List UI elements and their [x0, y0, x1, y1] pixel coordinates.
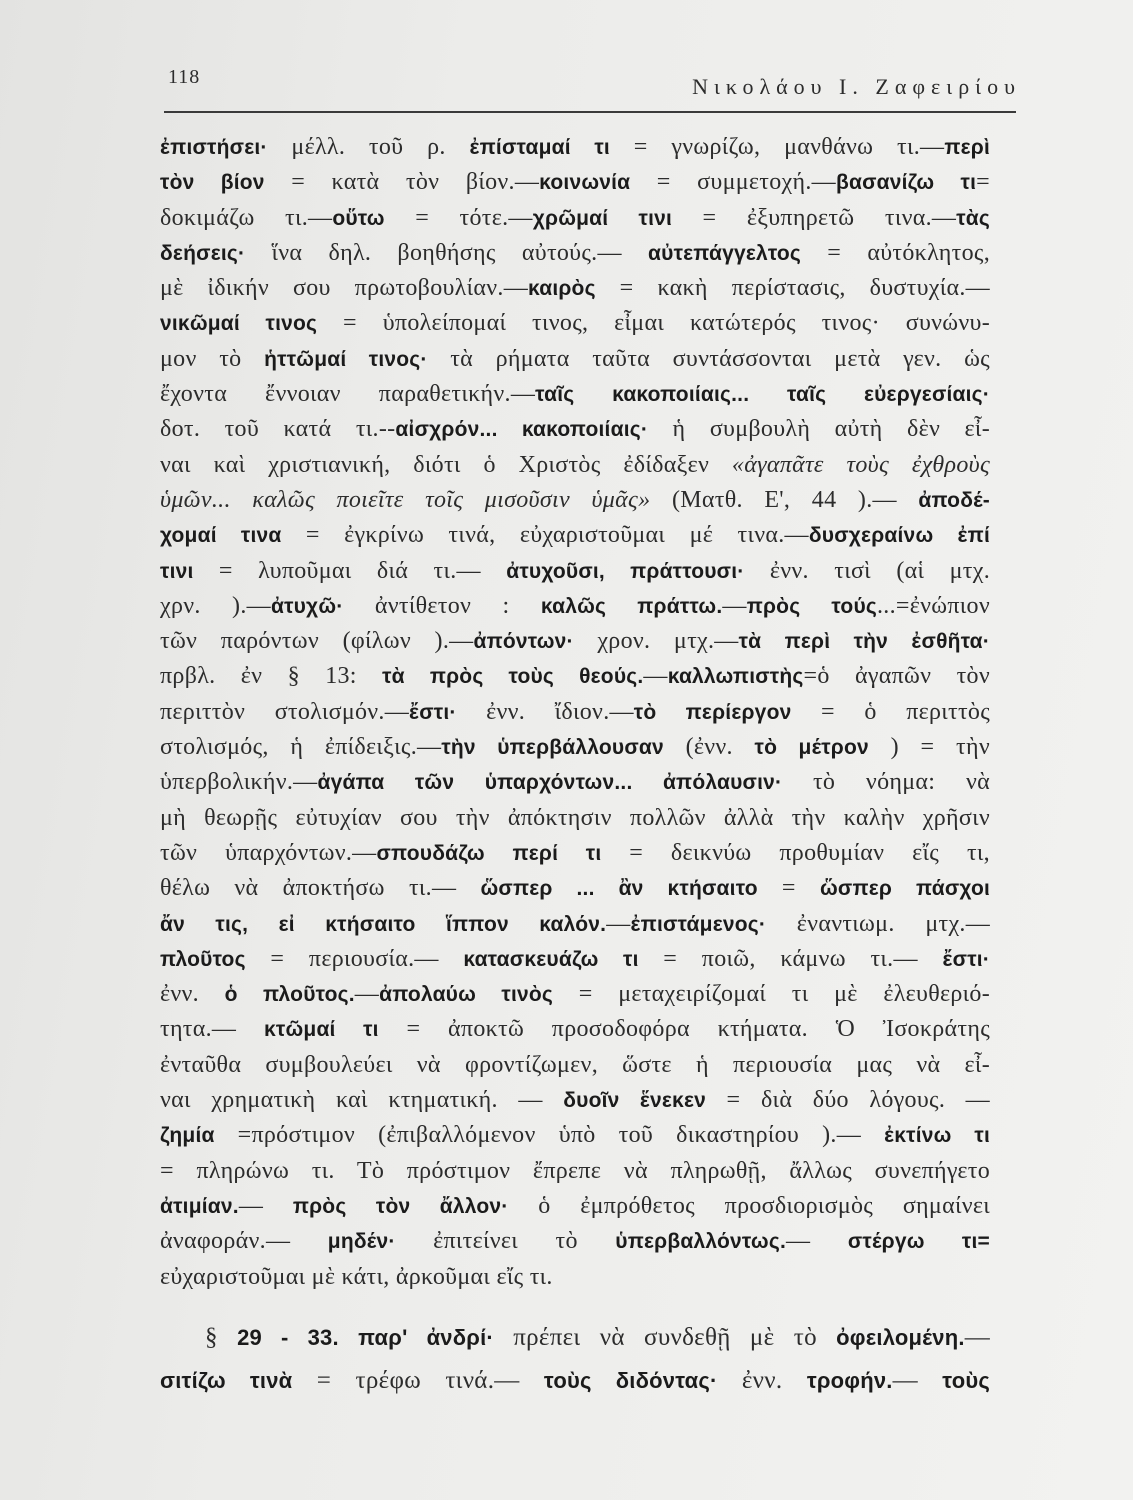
text-run: = συμμετοχή.—	[630, 169, 836, 196]
text-line	[160, 836, 990, 871]
bold-term: χομαί τινα	[160, 524, 282, 548]
text-line	[160, 624, 990, 659]
text-line	[160, 1154, 990, 1189]
text-run: περιττὸν στολισμόν.—	[160, 698, 410, 725]
bold-term: ἀπολαύω τινὸς	[379, 983, 554, 1007]
text-run: ὑπερβολικήν.—	[160, 769, 318, 796]
bold-term: τὸν βίον	[160, 171, 265, 195]
bold-term: μηδέν·	[327, 1230, 396, 1254]
bold-term: κοινωνία	[539, 171, 631, 195]
text-run: τῶν ὑπαρχόντων.—	[160, 839, 377, 866]
italic-quote: ὑμῶν... καλῶς ποιεῖτε τοῖς μισοῦσιν ὑμᾶς»	[160, 486, 651, 513]
bold-term: ὁ πλοῦτος.	[224, 983, 355, 1007]
bold-term: ἀγάπα τῶν ὑπαρχόντων... ἀπόλαυσιν·	[317, 771, 783, 795]
bold-term: ὥσπερ πάσχοι	[819, 877, 991, 901]
text-run: = ἐξυπηρετῶ τινα.—	[672, 204, 957, 231]
text-line	[160, 201, 990, 236]
header-rule	[164, 111, 1016, 113]
bold-term: τὰ πρὸς τοὺς θεούς.	[382, 665, 644, 689]
bold-term: τοὺς διδόντας·	[543, 1367, 718, 1393]
text-line	[160, 659, 990, 694]
bold-term: τὸ μέτρον	[754, 736, 869, 760]
bold-term: τὰ περὶ τὴν ἐσθῆτα·	[738, 630, 990, 654]
text-line	[160, 1012, 990, 1047]
bold-term: ἔστι·	[942, 947, 991, 971]
bold-term: αἰσχρόν... κακοποιίαις·	[395, 418, 649, 442]
text-line	[160, 907, 990, 942]
text-line	[160, 730, 990, 765]
bold-term: ἐκτίνω τι	[884, 1124, 990, 1148]
bold-term: ἀποδέ-	[918, 488, 990, 512]
bold-term: τὸ περίεργον	[633, 700, 792, 724]
text-line	[160, 1118, 990, 1153]
text-line	[160, 412, 990, 447]
bold-term: παρ' ἀνδρί·	[358, 1324, 494, 1350]
bold-term: τροφήν.	[806, 1367, 893, 1393]
text-run: = τότε.—	[384, 204, 533, 231]
page-number: 118	[168, 66, 201, 88]
text-line	[160, 1189, 990, 1224]
text-run: ναι καὶ χριστιανική, διότι ὁ Χριστὸς ἐδίδαξεν	[160, 451, 732, 478]
bold-term: ἄν τις, εἰ κτήσαιτο ἵππον καλόν.	[160, 912, 607, 936]
text-run: δοτ. τοῦ κατά τι.--	[160, 416, 396, 443]
bold-term: νικῶμαί τινος	[160, 312, 318, 336]
text-line	[160, 1359, 990, 1402]
text-line	[160, 554, 990, 589]
text-run: ἔχοντα ἔννοιαν παραθετικήν.—	[160, 381, 536, 408]
text-run: (Ματθ. Ε', 44 ).—	[650, 486, 919, 513]
paragraph	[160, 130, 990, 1295]
text-run: = τρέφω τινά.—	[292, 1366, 544, 1394]
bold-term: σπουδάζω περί τι	[376, 841, 602, 865]
bold-term: ἐπιστήσει·	[160, 136, 268, 159]
text-line	[160, 165, 990, 200]
bold-term: οὕτω	[332, 206, 385, 230]
text-line	[160, 1048, 990, 1083]
text-run: ἡ συμβουλὴ αὐτὴ δὲν εἶ-	[648, 416, 990, 443]
bold-term: ταῖς κακοποιίαις... ταῖς εὐεργεσίαις·	[535, 383, 990, 407]
text-run: =	[976, 169, 990, 196]
text-run: = πληρώνω τι. Τὸ πρόστιμον ἔπρεπε νὰ πληρωθῇ, ἄλλως συνεπήγετο	[160, 1157, 990, 1184]
text-line	[160, 1316, 990, 1359]
text-run: = κακὴ περίστασις, δυστυχία.—	[595, 275, 990, 302]
text-run: ἐνν. τισὶ (αἱ μτχ.	[744, 557, 991, 584]
bold-term: ἐπιστάμενος·	[630, 912, 767, 936]
text-run: τὸ νόημα: νὰ	[782, 769, 991, 796]
bold-term: τὴν ὑπερβάλλουσαν	[441, 736, 664, 760]
text-run: πρβλ. ἐν § 13:	[160, 663, 383, 690]
text-run: μὲ ἰδικήν σου πρωτοβουλίαν.—	[160, 275, 528, 302]
text-run: ἐνν.	[717, 1366, 807, 1394]
text-run: ἀντίθετον :	[343, 592, 541, 619]
text-run: = ὁ περιττὸς	[791, 698, 991, 725]
bold-term: καιρὸς	[528, 277, 596, 301]
text-run: —	[722, 592, 747, 619]
text-line	[160, 1224, 990, 1259]
bold-term: δεήσεις·	[160, 241, 246, 265]
bold-term: περὶ	[944, 136, 990, 159]
text-run: μὴ θεωρῇς εὐτυχίαν σου τὴν ἀπόκτησιν πολλῶν ἀλλὰ τὴν καλὴν χρῆσιν	[160, 804, 990, 831]
text-line	[160, 342, 990, 377]
bold-term: καλῶς πράττω.	[540, 594, 723, 618]
text-line	[160, 130, 990, 165]
bold-term: κατασκευάζω τι	[463, 947, 639, 971]
text-run: —	[964, 1323, 990, 1351]
bold-term: ζημία	[160, 1124, 215, 1148]
text-run: (ἐνν.	[663, 734, 755, 761]
text-run: = ἀποκτῶ προσοδοφόρα κτήματα. Ὁ Ἰσοκράτης	[378, 1016, 990, 1043]
text-run: ἐναντιωμ. μτχ.—	[766, 910, 990, 937]
bold-term: αὐτεπάγγελτος	[648, 241, 802, 265]
bold-term: τοὺς	[942, 1367, 990, 1393]
bold-term: ἡττῶμαί τινος·	[264, 347, 428, 371]
text-run: = περιουσία.—	[245, 945, 464, 972]
bold-term: δυσχεραίνω ἐπί	[808, 524, 990, 548]
text-run: ἀναφοράν.—	[160, 1228, 328, 1255]
text-line	[160, 765, 990, 800]
text-line	[160, 483, 990, 518]
bold-term: καλλωπιστὴς	[667, 665, 804, 689]
text-run: χρν. ).—	[160, 592, 271, 619]
text-run: = διὰ δύο λόγους. —	[706, 1087, 990, 1114]
text-run: τητα.—	[160, 1016, 264, 1043]
bold-term: σιτίζω τινὰ	[160, 1367, 293, 1393]
text-run: ) = τὴν	[868, 734, 990, 761]
bold-term: ἀτιμίαν.	[160, 1194, 239, 1218]
bold-term: ἀτυχῶ·	[270, 594, 344, 618]
text-run: —	[606, 910, 631, 937]
bold-term: βασανίζω τι	[835, 171, 977, 195]
text-run: = ἐγκρίνω τινά, εὐχαριστοῦμαι μέ τινα.—	[281, 522, 809, 549]
text-run: =	[757, 875, 820, 902]
text-run: ἐνν.	[160, 981, 225, 1008]
bold-term: ἔστι·	[409, 700, 457, 724]
text-line	[160, 977, 990, 1012]
text-line	[160, 1260, 990, 1295]
text-run: = ὑπολείπομαί τινος, εἶμαι κατώτερός τινος· συνώνυ-	[317, 310, 991, 337]
text-line	[160, 801, 990, 836]
text-run: ἐνταῦθα συμβουλεύει νὰ φροντίζωμεν, ὥστε ἡ περιουσία μας νὰ εἶ-	[160, 1051, 990, 1078]
text-run: =ὁ ἀγαπῶν τὸν	[803, 663, 990, 690]
text-run: —	[238, 1192, 293, 1219]
text-run: ὁ ἐμπρόθετος προσδιορισμὸς σημαίνει	[508, 1192, 990, 1219]
text-run: ...=ἐνώπιον	[877, 592, 990, 619]
text-run: =πρόστιμον (ἐπιβαλλόμενον ὑπὸ τοῦ δικαστηρίου ).—	[214, 1122, 885, 1149]
text-run: §	[205, 1323, 238, 1351]
text-run: στολισμός, ἡ ἐπίδειξις.—	[160, 734, 442, 761]
text-line	[160, 871, 990, 906]
bold-term: ἀτυχοῦσι, πράττουσι·	[506, 559, 745, 583]
text-run	[339, 1324, 358, 1351]
bold-term: ὥσπερ ... ἂν κτήσαιτο	[480, 877, 758, 901]
body-text	[160, 130, 990, 1402]
text-run: πρέπει νὰ συνδεθῇ μὲ τὸ	[493, 1323, 837, 1351]
bold-term: ὀφειλομένη.	[836, 1324, 965, 1350]
text-run: θέλω νὰ ἀποκτήσω τι.—	[160, 875, 481, 902]
paragraph	[160, 1316, 990, 1402]
bold-term: πρὸς τούς	[746, 594, 877, 618]
bold-term: δυοῖν ἕνεκεν	[563, 1089, 706, 1113]
text-run: εὐχαριστοῦμαι μὲ κάτι, ἀρκοῦμαι εἴς τι.	[160, 1263, 553, 1290]
text-run: = κατὰ τὸν βίον.—	[264, 169, 540, 196]
text-line	[160, 377, 990, 412]
text-run: = δεικνύω προθυμίαν εἴς τι,	[601, 839, 990, 866]
bold-term: ἐπίσταμαί τι	[469, 136, 610, 159]
italic-quote: «ἀγαπᾶτε τοὺς ἐχθροὺς	[731, 451, 990, 478]
text-line	[160, 942, 990, 977]
bold-term: πλοῦτος	[160, 947, 246, 971]
running-head-author: Νικολάου Ι. Ζαφειρίου	[692, 74, 1021, 99]
text-line	[160, 1083, 990, 1118]
text-run: = αὐτόκλητος,	[801, 239, 990, 266]
bold-term: χρῶμαί τινι	[532, 206, 673, 230]
text-run: τὰ ρήματα ταῦτα συντάσσονται μετὰ γεν. ὡς	[427, 345, 990, 372]
text-line	[160, 589, 990, 624]
text-line	[160, 695, 990, 730]
text-line	[160, 236, 990, 271]
text-run: ναι χρηματικὴ καὶ κτηματική. —	[160, 1087, 564, 1114]
bold-term: τινι	[160, 559, 194, 583]
bold-term: στέργω τι=	[847, 1230, 990, 1254]
text-run: ἐπιτείνει τὸ	[395, 1228, 616, 1255]
text-run: μον τὸ	[160, 345, 265, 372]
text-line	[160, 448, 990, 483]
bold-term: 29 - 33.	[237, 1324, 339, 1350]
bold-term: πρὸς τὸν ἄλλον·	[292, 1194, 509, 1218]
text-run: τῶν παρόντων (φίλων ).—	[160, 628, 474, 655]
text-run: —	[354, 981, 380, 1008]
text-line	[160, 518, 990, 553]
text-run: μέλλ. τοῦ ρ.	[267, 134, 470, 160]
text-run: —	[892, 1366, 943, 1394]
text-run: —	[643, 663, 668, 690]
text-run: = ποιῶ, κάμνω τι.—	[638, 945, 943, 972]
text-run: ἵνα δηλ. βοηθήσης αὐτούς.—	[245, 239, 649, 266]
text-run: ἐνν. ἴδιον.—	[456, 698, 634, 725]
text-run: = μεταχειρίζομαί τι μὲ ἐλευθεριό-	[553, 981, 990, 1008]
text-run: —	[785, 1228, 848, 1255]
bold-term: τὰς	[956, 206, 991, 230]
text-line	[160, 271, 990, 306]
text-run: = λυποῦμαι διά τι.—	[193, 557, 507, 584]
text-run: χρον. μτχ.—	[573, 628, 739, 655]
bold-term: ὑπερβαλλόντως.	[615, 1230, 786, 1254]
text-run: = γνωρίζω, μανθάνω τι.—	[609, 134, 945, 160]
bold-term: ἀπόντων·	[473, 630, 574, 654]
text-line	[160, 306, 990, 341]
text-run: δοκιμάζω τι.—	[160, 204, 333, 231]
bold-term: κτῶμαί τι	[263, 1018, 379, 1042]
